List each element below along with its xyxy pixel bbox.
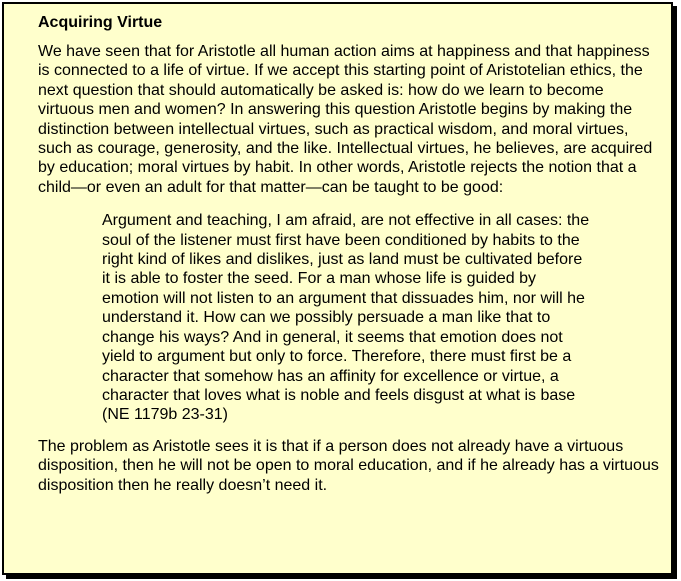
block-quote: Argument and teaching, I am afraid, are not effective in all cases: the soul of the listener must first have been conditioned by habits to the right kind of likes and dislikes, just as land must be cultivated before it is able to foster the seed. For a man whose life is guided by emotion will not listen to an argument that dissuades him, nor will he understand it. How can we possibly persuade a man like that to change his ways? And in general, it seems that emotion does not yield to argument but only to force. Therefore, there must first be a character that somehow has an affinity for excellence or virtue, a character that loves what is noble and feels disgust at what is base (NE 1179b 23-31) (102, 212, 590, 424)
intro-paragraph: We have seen that for Aristotle all human action aims at happiness and that happiness is connected to a life of virtue. If we accept this starting point of Aristotelian ethics, the next question that should automatically be asked is: how do we learn to become virtuous men and women? In answering this question Aristotle begins by making the distinction between intellectual virtues, such as practical wisdom, and moral virtues, such as courage, generosity, and the like. Intellectual virtues, he believes, are acquired by education; moral virtues by habit. In other words, Aristotle rejects the notion that a child—or even an adult for that matter—can be taught to be good: (38, 43, 653, 196)
text-panel (2, 2, 673, 575)
section-heading: Acquiring Virtue (38, 14, 163, 31)
conclusion-paragraph: The problem as Aristotle sees it is that if a person does not already have a virtuous disposition, then he will not be open to moral education, and if he already has a virtuous disposition then he really doesn’t need it. (38, 437, 659, 494)
